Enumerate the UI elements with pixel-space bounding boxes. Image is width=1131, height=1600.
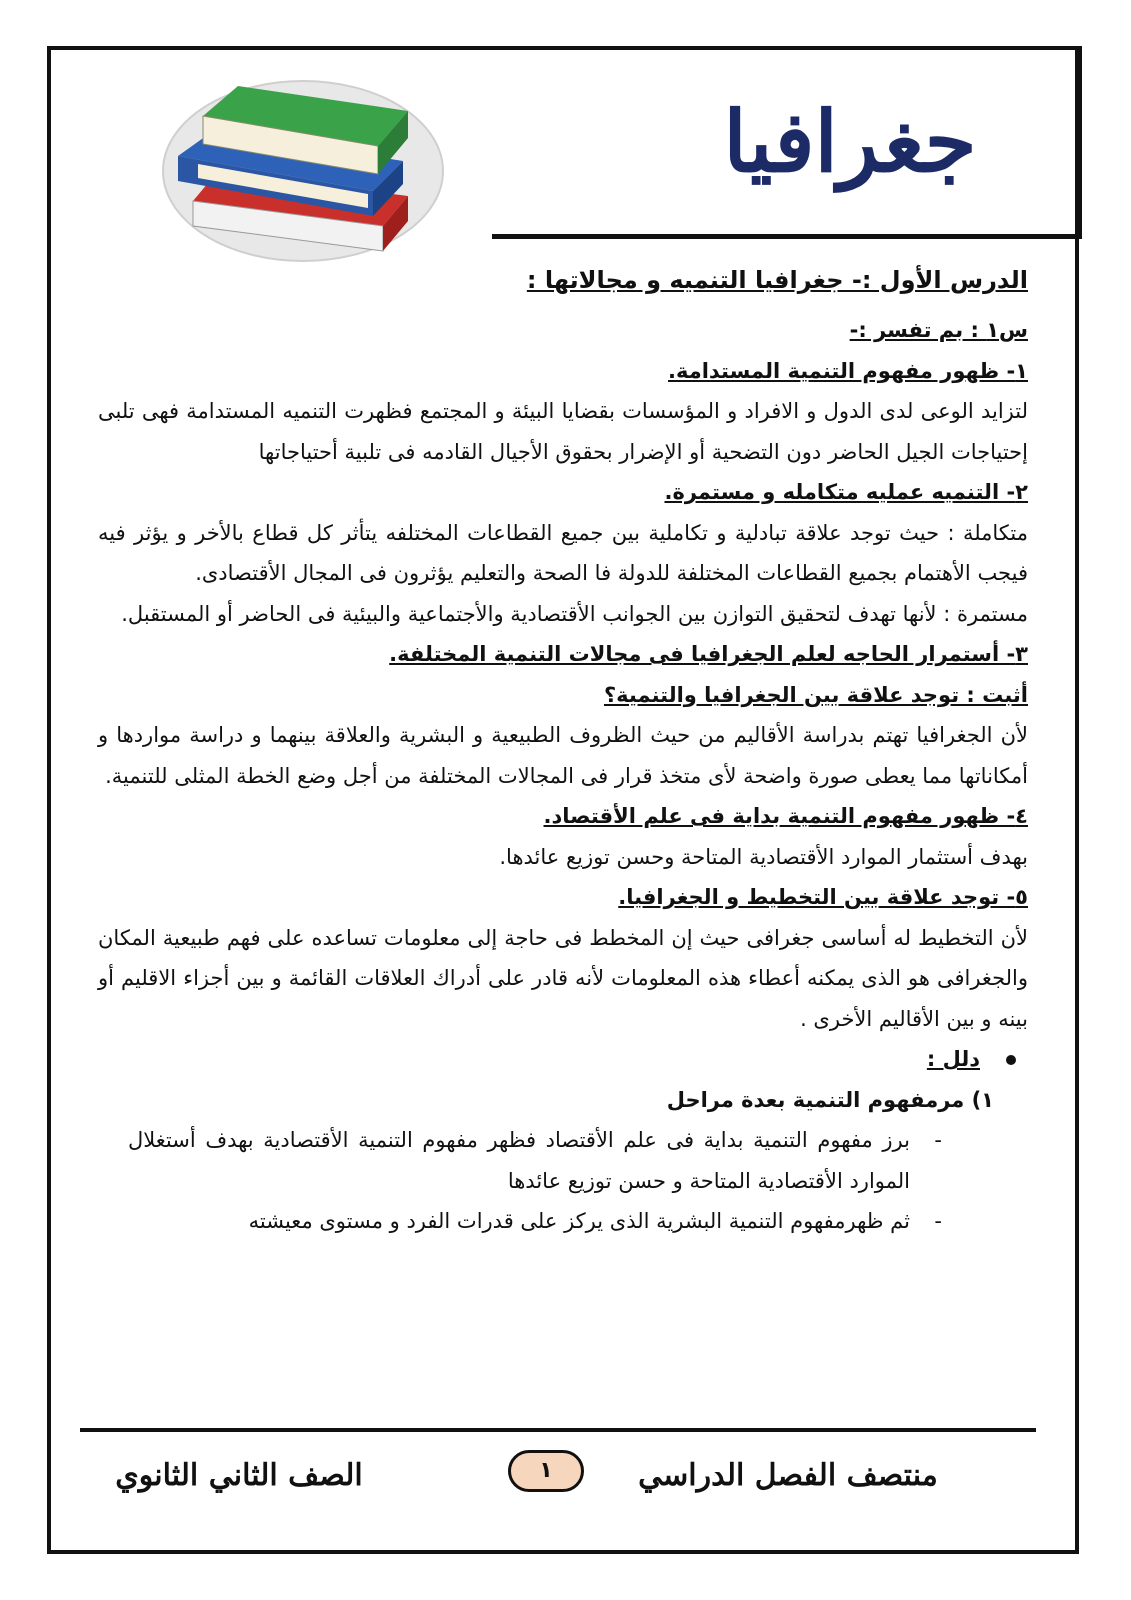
item-1-heading: ١- ظهور مفهوم التنمية المستدامة. [668,358,1028,383]
item-2-heading: ٢- التنميه عمليه متكامله و مستمرة. [664,480,1028,504]
lesson-content [98,256,1028,1242]
item-5-heading: ٥- توجد علاقة بين التخطيط و الجغرافيا. [618,885,1028,909]
item-3-heading: ٣- أستمرار الحاجه لعلم الجغرافيا فى مجالات التنمية المختلفة. [389,642,1028,666]
evidence-point: ١) مرمفهوم التنمية بعدة مراحل [666,1087,994,1112]
evidence-dash-1: - برز مفهوم التنمية بداية فى علم الأقتصاد فظهر مفهوم التنمية الأقتصادية بهدف أستغلال الموارد الأقتصادية المتاحة و حسن توزيع عائدها [98,1120,1028,1201]
item-2-body: متكاملة : حيث توجد علاقة تبادلية و تكاملية بين جميع القطاعات المختلفه يتأثر كل قطاع بالأخر و يؤثر فيه فيجب الأهتمام بجميع القطاعات المختلفة للدولة فا الصحة والتعليم يؤثرون فى المجال الأقتصادى. [98,520,1028,585]
lesson-title: الدرس الأول :- جغرافيا التنميه و مجالاتها : [526,266,1028,294]
evidence-bullet [98,1039,1028,1080]
header-rule [492,234,1082,239]
item-2-body-continuous: مستمرة : لأنها تهدف لتحقيق التوازن بين الجوانب الأقتصادية والأجتماعية والبيئية فى الحاضر أو المستقبل. [121,601,1028,626]
item-5-body: لأن التخطيط له أساسى جغرافى حيث إن المخطط فى حاجة إلى معلومات تساعده على فهم طبيعية المكان والجغرافى هو الذى يمكنه أعطاء هذه المعلومات لأنه قادر على أدراك العلاقات القائمة و بين أجزاء الاقليم أو بينه و بين الأقاليم الأخرى . [98,925,1028,1031]
evidence-label: دلل : [926,1047,980,1071]
footer-grade: الصف الثاني الثانوي [115,1458,363,1493]
stack-of-books-icon [158,76,448,266]
footer-term: منتصف الفصل الدراسي [638,1458,938,1493]
header-vertical-rule [1078,46,1082,238]
page-number: ١ [508,1450,584,1492]
item-1-body: لتزايد الوعى لدى الدول و الافراد و المؤسسات بقضايا البيئة و المجتمع فظهرت التنميه المستدامة فهى تلبى إحتياجات الجيل الحاضر دون التضحية أو الإضرار بحقوق الأجيال القادمه فى تلبية أحتياجاتها [98,399,1028,464]
prove-heading: أثبت : توجد علاقة بين الجغرافيا والتنمية؟ [604,682,1028,707]
evidence-dash-2: - ثم ظهرمفهوم التنمية البشرية الذى يركز على قدرات الفرد و مستوى معيشته [98,1201,1028,1242]
page-title: جغرافيا [723,92,977,191]
question-label: س١ : بم تفسر :- [849,318,1028,342]
item-4-body: بهدف أستثمار الموارد الأقتصادية المتاحة وحسن توزيع عائدها. [499,844,1028,869]
item-4-heading: ٤- ظهور مفهوم التنمية بداية فى علم الأقتصاد. [543,804,1028,828]
prove-body: لأن الجغرافيا تهتم بدراسة الأقاليم من حيث الظروف الطبيعية و البشرية والعلاقة بينهما و دراسة مواردها و أمكاناتها مما يعطى صورة واضحة لأى متخذ قرار فى المجالات المختلفة من أجل وضع الخطة المثلى للتنمية. [98,723,1028,788]
footer-rule [80,1428,1036,1432]
